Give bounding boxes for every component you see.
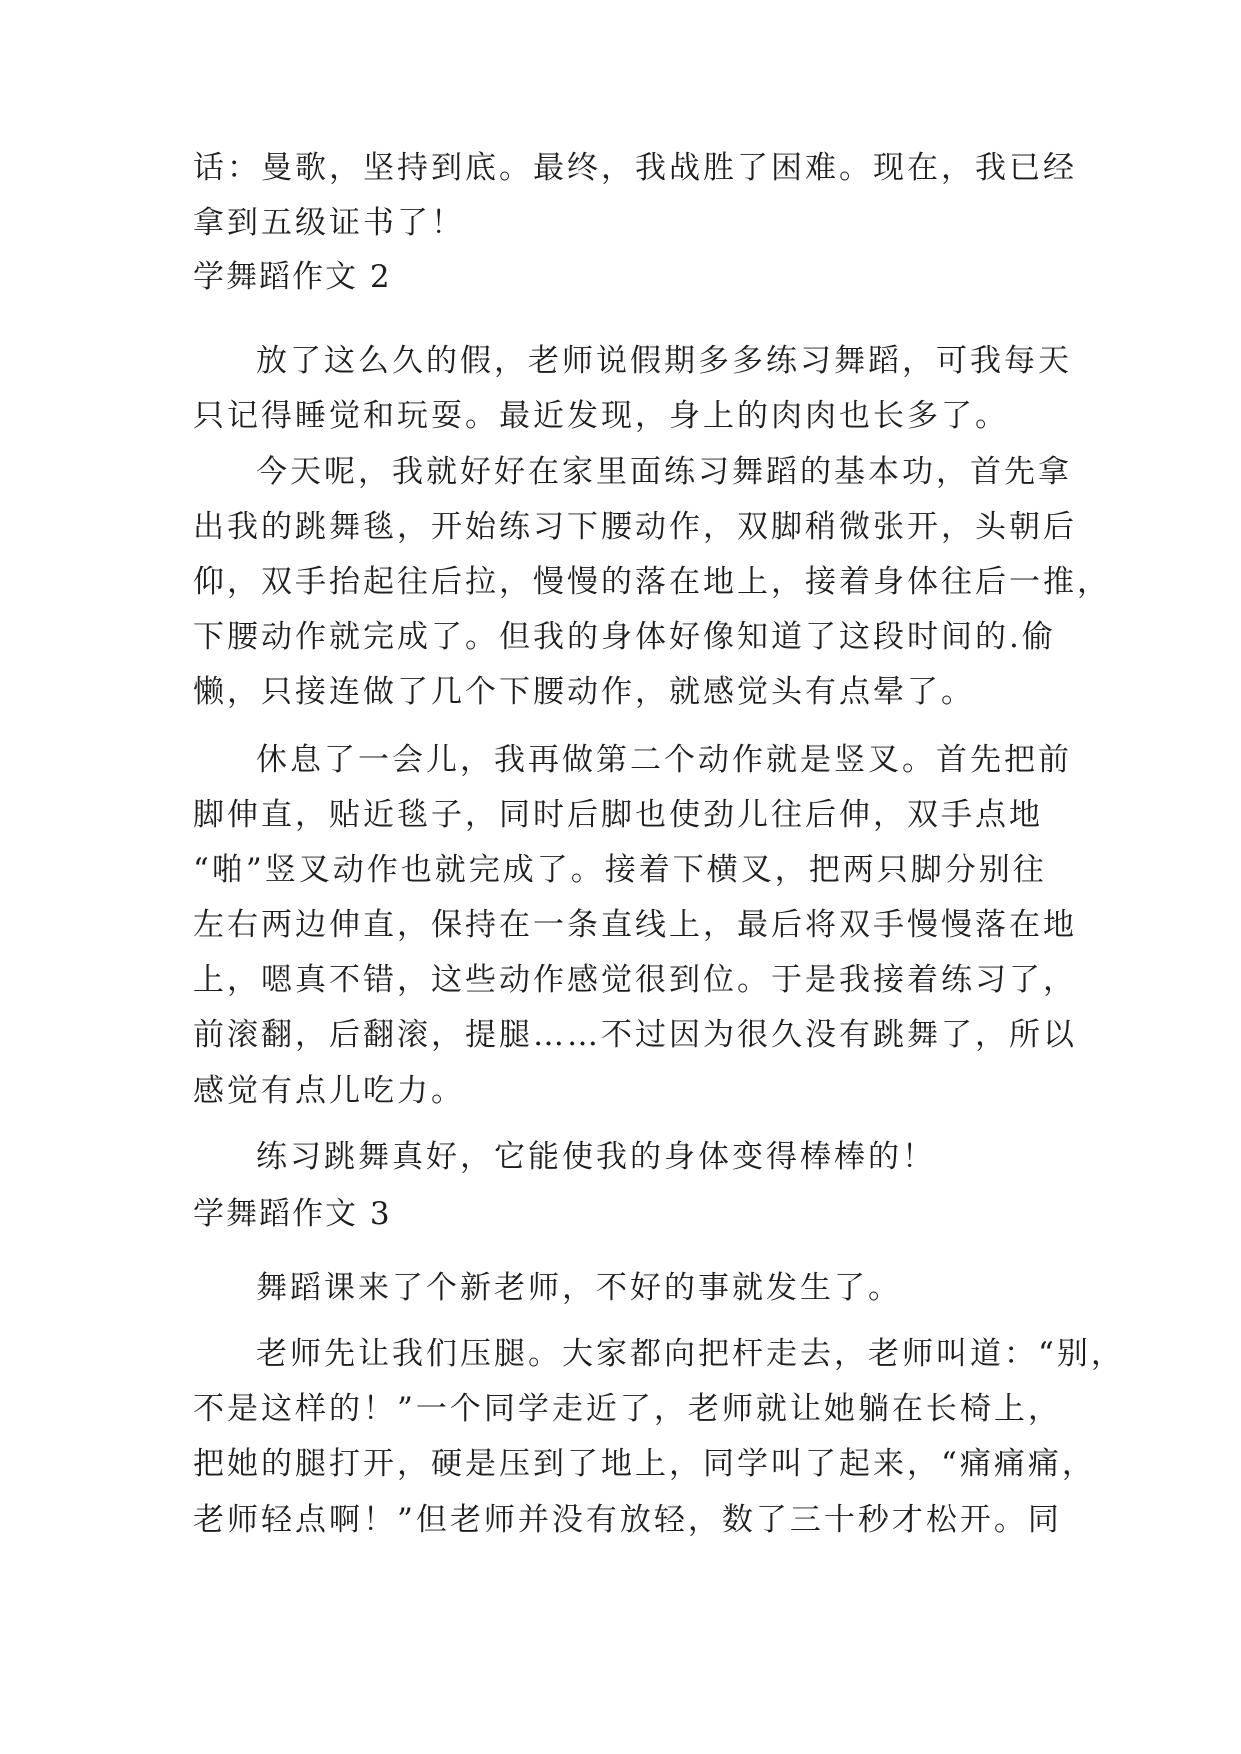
text-line: 出我的跳舞毯，开始练习下腰动作，双脚稍微张开，头朝后 bbox=[193, 509, 1077, 545]
text-line: 上，嗯真不错，这些动作感觉很到位。于是我接着练习了， bbox=[193, 962, 1077, 998]
text-line: 懒，只接连做了几个下腰动作，就感觉头有点晕了。 bbox=[193, 674, 975, 710]
text-line: 左右两边伸直，保持在一条直线上，最后将双手慢慢落在地 bbox=[193, 907, 1077, 943]
text-line: “啪”竖叉动作也就完成了。接着下横叉，把两只脚分别往 bbox=[193, 852, 1047, 888]
paragraph-first-line: 老师先让我们压腿。大家都向把杆走去，老师叫道：“别， bbox=[256, 1336, 1125, 1372]
text-line: 前滚翻，后翻滚，提腿……不过因为很久没有跳舞了，所以 bbox=[193, 1017, 1077, 1053]
text-line: 只记得睡觉和玩耍。最近发现，身上的肉肉也长多了。 bbox=[193, 398, 1009, 434]
paragraph-first-line: 休息了一会儿，我再做第二个动作就是竖叉。首先把前 bbox=[256, 742, 1072, 778]
text-line: 不是这样的！”一个同学走近了，老师就让她躺在长椅上， bbox=[193, 1391, 1062, 1427]
section-heading: 学舞蹈作文 3 bbox=[193, 1196, 392, 1232]
text-line: 感觉有点儿吃力。 bbox=[193, 1073, 465, 1109]
text-line: 下腰动作就完成了。但我的身体好像知道了这段时间的.偷 bbox=[193, 619, 1056, 655]
paragraph-first-line: 今天呢，我就好好在家里面练习舞蹈的基本功，首先拿 bbox=[256, 454, 1072, 490]
text-line: 把她的腿打开，硬是压到了地上，同学叫了起来，“痛痛痛， bbox=[193, 1446, 1096, 1482]
text-line: 脚伸直，贴近毯子，同时后脚也使劲儿往后伸，双手点地 bbox=[193, 797, 1043, 833]
section-heading: 学舞蹈作文 2 bbox=[193, 259, 392, 295]
paragraph-first-line: 舞蹈课来了个新老师，不好的事就发生了。 bbox=[256, 1270, 902, 1306]
text-line: 话：曼歌，坚持到底。最终，我战胜了困难。现在，我已经 bbox=[193, 150, 1077, 186]
text-line: 仰，双手抬起往后拉，慢慢的落在地上，接着身体往后一推， bbox=[193, 564, 1111, 600]
paragraph-first-line: 放了这么久的假，老师说假期多多练习舞蹈，可我每天 bbox=[256, 343, 1072, 379]
text-line: 老师轻点啊！”但老师并没有放轻，数了三十秒才松开。同 bbox=[193, 1502, 1062, 1538]
paragraph-first-line: 练习跳舞真好，它能使我的身体变得棒棒的！ bbox=[256, 1139, 936, 1175]
text-line: 拿到五级证书了！ bbox=[193, 205, 465, 241]
